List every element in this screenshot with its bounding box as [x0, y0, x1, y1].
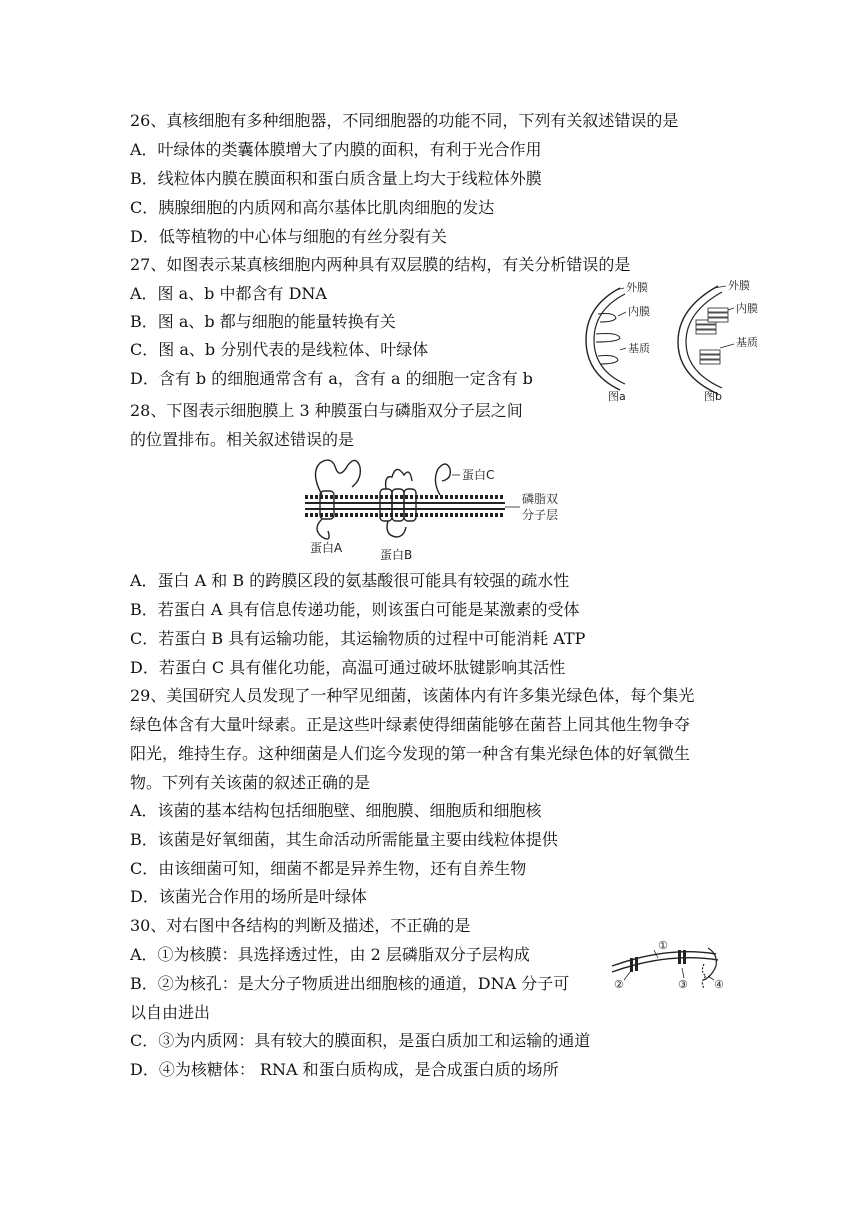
q26-stem: 26、真核细胞有多种细胞器，不同细胞器的功能不同，下列有关叙述错误的是 — [130, 111, 679, 130]
q28-stem-line-2: 的位置排布。相关叙述错误的是 — [130, 430, 355, 449]
q27-option-d: D．含有 b 的细胞通常含有 a，含有 a 的细胞一定含有 b — [130, 369, 533, 388]
fig27-b-label-inner: 内膜 — [736, 302, 758, 315]
mitochondrion-diagram — [586, 288, 626, 390]
fig28-label-layer-2: 分子层 — [522, 508, 559, 522]
fig28-label-protein-b: 蛋白B — [380, 548, 413, 562]
q29-stem-line-4: 物。下列有关该菌的叙述正确的是 — [130, 773, 371, 792]
fig28-label-protein-a: 蛋白A — [310, 541, 343, 555]
q29-stem-line-2: 绿色体含有大量叶绿素。正是这些叶绿素使得细菌能够在菌苔上同其他生物争夺 — [130, 715, 691, 734]
q28-stem-line-1: 28、下图表示细胞膜上 3 种膜蛋白与磷脂双分子层之间 — [130, 401, 523, 420]
q28-option-c: C．若蛋白 B 具有运输功能，其运输物质的过程中可能消耗 ATP — [130, 629, 586, 648]
protein-a — [315, 460, 360, 539]
q30-option-b-cont: 以自由进出 — [130, 1003, 211, 1022]
chloroplast-diagram — [678, 286, 734, 394]
fig30-label-1: ① — [658, 939, 668, 952]
q28-option-a: A．蛋白 A 和 B 的跨膜区段的氨基酸很可能具有较强的疏水性 — [130, 571, 570, 590]
fig27-caption-b: 图b — [704, 390, 722, 403]
q29-stem-line-1: 29、美国研究人员发现了一种罕见细菌，该菌体内有许多集光绿色体，每个集光 — [130, 686, 695, 705]
fig27-caption-a: 图a — [608, 390, 626, 403]
q27-option-a: A．图 a、b 中都含有 DNA — [130, 284, 327, 303]
fig30-label-2: ② — [614, 978, 624, 991]
q29-stem-line-3: 阳光，维持生存。这种细菌是人们迄今发现的第一种含有集光绿色体的好氧微生 — [130, 744, 691, 763]
q29-option-c: C．由该细菌可知，细菌不都是异养生物，还有自养生物 — [130, 859, 527, 878]
nuclear-envelope — [612, 948, 718, 988]
q28-option-d: D．若蛋白 C 具有催化功能，高温可通过破坏肽键影响其活性 — [130, 658, 566, 677]
q29-option-b: B．该菌是好氧细菌，其生命活动所需能量主要由线粒体提供 — [130, 830, 558, 849]
fig27-b-label-outer: 外膜 — [728, 279, 750, 292]
q26-option-a: A．叶绿体的类囊体膜增大了内膜的面积，有利于光合作用 — [130, 140, 542, 159]
q27-option-b: B．图 a、b 都与细胞的能量转换有关 — [130, 312, 396, 331]
figure-27 — [578, 278, 770, 404]
protein-c — [435, 464, 460, 495]
q26-option-d: D．低等植物的中心体与细胞的有丝分裂有关 — [130, 227, 447, 246]
figure-30 — [608, 936, 738, 996]
q30-option-a: A．①为核膜：具选择透过性，由 2 层磷脂双分子层构成 — [130, 945, 530, 964]
fig30-label-4: ④ — [714, 978, 724, 991]
fig28-label-layer-1: 磷脂双 — [522, 492, 559, 506]
fig27-a-label-outer: 外膜 — [626, 281, 648, 294]
q30-stem: 30、对右图中各结构的判断及描述，不正确的是 — [130, 916, 471, 935]
q26-option-c: C．胰腺细胞的内质网和高尔基体比肌肉细胞的发达 — [130, 198, 495, 217]
q27-option-c: C．图 a、b 分别代表的是线粒体、叶绿体 — [130, 340, 429, 359]
q30-option-d: D．④为核糖体： RNA 和蛋白质构成，是合成蛋白质的场所 — [130, 1060, 559, 1079]
figure-28 — [300, 455, 570, 565]
phospholipid-bilayer — [305, 497, 505, 515]
fig27-a-label-inner: 内膜 — [628, 305, 650, 318]
q26-option-b: B．线粒体内膜在膜面积和蛋白质含量上均大于线粒体外膜 — [130, 169, 542, 188]
q29-option-a: A．该菌的基本结构包括细胞壁、细胞膜、细胞质和细胞核 — [130, 801, 542, 820]
fig27-a-label-matrix: 基质 — [628, 342, 650, 355]
fig27-b-label-matrix: 基质 — [736, 336, 758, 349]
fig28-label-protein-c: 蛋白C — [462, 468, 495, 482]
q27-stem: 27、如图表示某真核细胞内两种具有双层膜的结构，有关分析错误的是 — [130, 255, 631, 274]
q28-option-b: B．若蛋白 A 具有信息传递功能，则该蛋白可能是某激素的受体 — [130, 600, 580, 619]
q30-option-c: C．③为内质网：具有较大的膜面积，是蛋白质加工和运输的通道 — [130, 1031, 591, 1050]
q29-option-d: D．该菌光合作用的场所是叶绿体 — [130, 887, 367, 906]
fig30-label-3: ③ — [678, 978, 688, 991]
q30-option-b: B．②为核孔：是大分子物质进出细胞核的通道，DNA 分子可 — [130, 974, 570, 993]
